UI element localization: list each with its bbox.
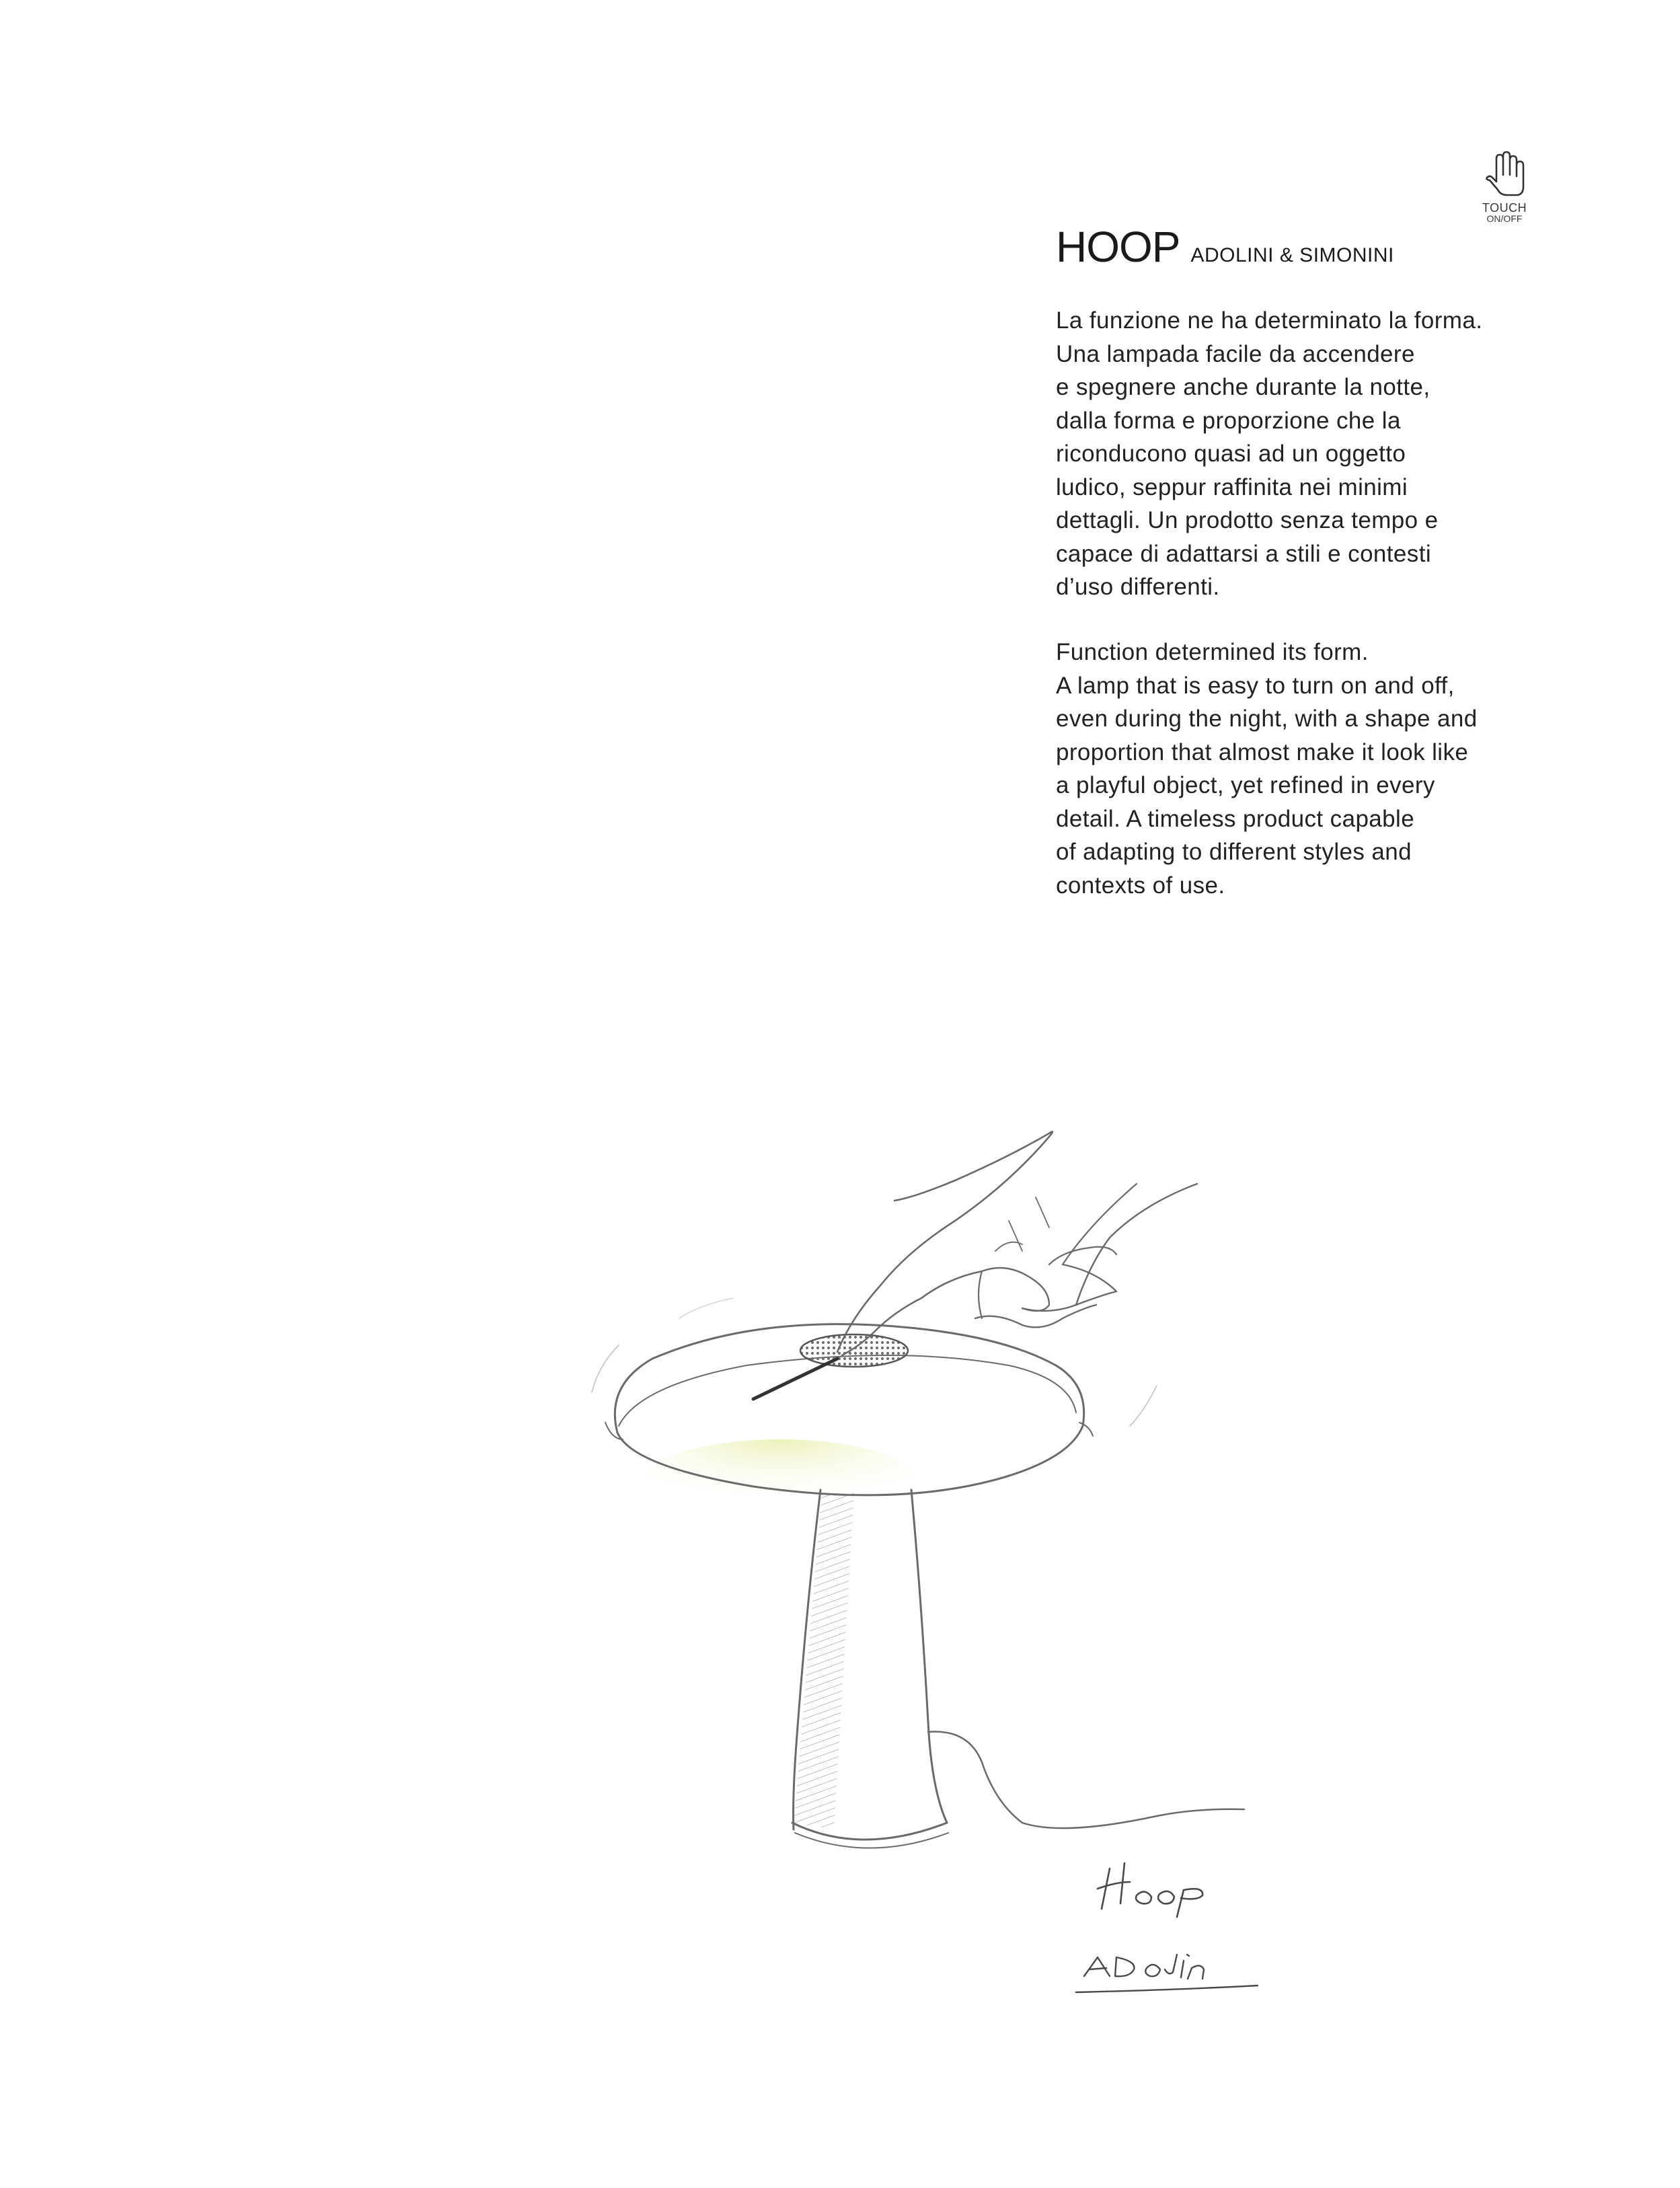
description-line: dettagli. Un prodotto senza tempo e	[1056, 507, 1439, 533]
lamp-sketch	[578, 1049, 1318, 2031]
description-line: ludico, seppur raffinita nei minimi	[1056, 474, 1408, 500]
signature	[1076, 1955, 1258, 1992]
description-line: Function determined its form.	[1056, 639, 1369, 665]
description-line: proportion that almost make it look like	[1056, 739, 1469, 765]
description-line: contexts of use.	[1056, 872, 1225, 899]
description-english	[1056, 636, 1567, 902]
description-line: dalla forma e proporzione che la	[1056, 407, 1401, 434]
handwritten-hoop	[1098, 1863, 1202, 1917]
description-line: riconducono quasi ad un oggetto	[1056, 441, 1406, 467]
description-line: d’uso differenti.	[1056, 574, 1220, 600]
touch-sublabel: ON/OFF	[1486, 213, 1523, 224]
hand-touch-icon	[1480, 151, 1529, 200]
description-line: e spegnere anche durante la notte,	[1056, 374, 1430, 400]
description-line: capace di adattarsi a stili e contesti	[1056, 540, 1431, 567]
description-line: A lamp that is easy to turn on and off,	[1056, 672, 1455, 699]
description-line: a playful object, yet refined in every	[1056, 772, 1435, 798]
description-line: La funzione ne ha determinato la forma.	[1056, 307, 1483, 334]
designer-name: ADOLINI & SIMONINI	[1190, 244, 1394, 266]
touch-badge	[1474, 151, 1535, 223]
description-italian	[1056, 304, 1567, 604]
product-heading	[1056, 222, 1394, 272]
description-line: even during the night, with a shape and	[1056, 706, 1478, 732]
touch-label: TOUCH	[1482, 201, 1527, 215]
description-line: of adapting to different styles and	[1056, 839, 1412, 865]
description-line: detail. A timeless product capable	[1056, 805, 1415, 832]
lamp-drawing	[592, 1131, 1244, 1848]
description-line: Una lampada facile da accendere	[1056, 340, 1415, 367]
product-title: HOOP	[1056, 223, 1180, 271]
